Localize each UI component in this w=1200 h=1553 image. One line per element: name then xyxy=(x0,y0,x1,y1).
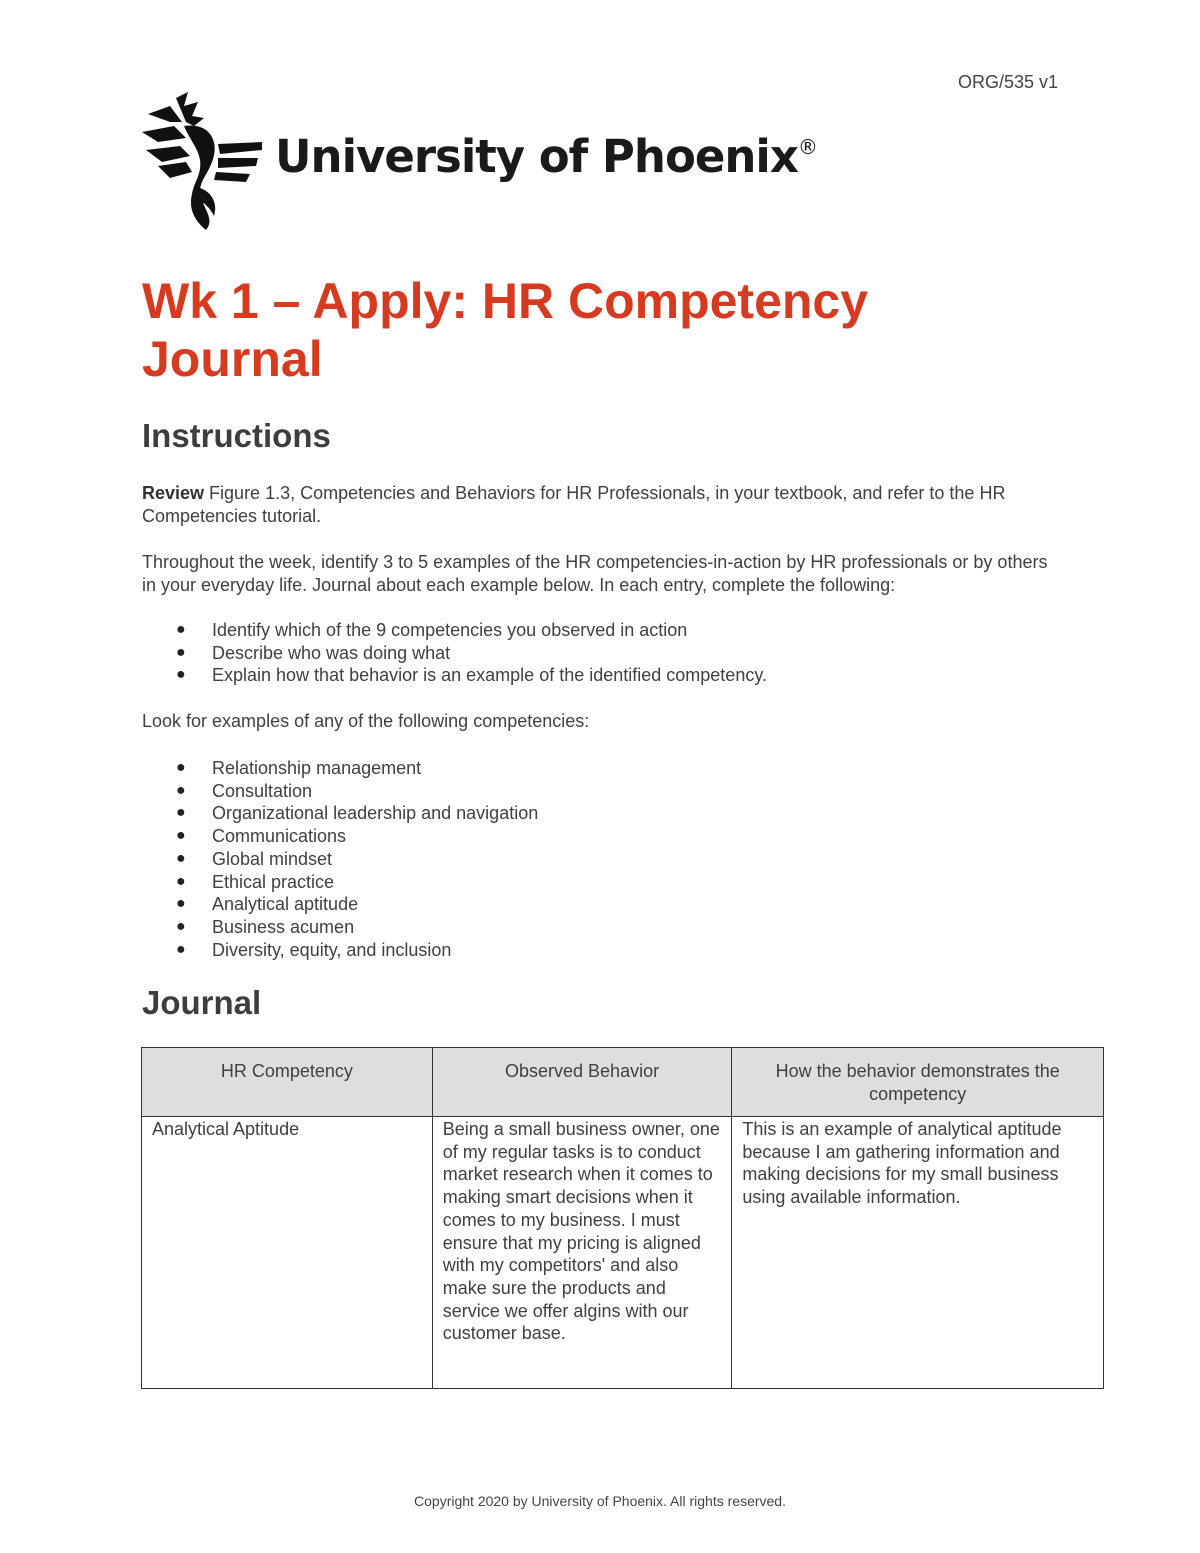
column-header-behavior: Observed Behavior xyxy=(432,1048,732,1117)
bullet-icon: ● xyxy=(176,643,186,661)
cell-demonstration: This is an example of analytical aptitude because I am gathering information and making decisions for my small business using available information. xyxy=(732,1117,1104,1389)
university-logo xyxy=(140,92,817,232)
list-item: ● Organizational leadership and navigation xyxy=(176,803,539,824)
bullet-icon: ● xyxy=(176,849,186,867)
table-header-row xyxy=(142,1048,1104,1117)
column-header-competency: HR Competency xyxy=(142,1048,433,1117)
competencies-list xyxy=(142,757,538,961)
bullet-icon: ● xyxy=(176,621,186,638)
bullet-icon: ● xyxy=(176,666,186,684)
logo-wordmark: University of Phoenix® xyxy=(275,130,817,183)
list-item: ● Ethical practice xyxy=(176,871,335,892)
phoenix-bird-icon xyxy=(140,92,265,232)
bullet-icon: ● xyxy=(176,872,186,890)
instructions-heading: Instructions xyxy=(142,417,331,454)
list-item: ● Explain how that behavior is an example of the identified competency. xyxy=(176,665,767,686)
review-text: Figure 1.3, Competencies and Behaviors for HR Professionals, in your textbook, and refer to the HR Competencies tutorial. xyxy=(142,483,1006,526)
bullet-icon: ● xyxy=(176,917,186,935)
list-item: ● Consultation xyxy=(176,780,313,801)
bullet-icon: ● xyxy=(176,940,186,958)
course-code: ORG/535 v1 xyxy=(957,72,1058,92)
look-for-paragraph: Look for examples of any of the following competencies: xyxy=(142,711,590,731)
bullet-icon: ● xyxy=(176,827,186,845)
bullet-icon: ● xyxy=(176,759,186,776)
list-item: ● Relationship management xyxy=(176,758,422,778)
entry-steps-list xyxy=(142,619,767,687)
bullet-icon: ● xyxy=(176,895,186,913)
throughout-paragraph: Throughout the week, identify 3 to 5 examples of the HR competencies-in-action by HR professionals or by others in your everyday life. Journal about each example below. In each entry, complete the following: xyxy=(142,552,1048,595)
cell-behavior: Being a small business owner, one of my regular tasks is to conduct market research when it comes to making smart decisions when it comes to my business. I must ensure that my pricing is aligned with my competitors' and also make sure the products and service we offer algins with our customer base. xyxy=(432,1117,732,1389)
list-item: ● Global mindset xyxy=(176,848,333,869)
list-item: ● Business acumen xyxy=(176,916,355,937)
list-item: ● Analytical aptitude xyxy=(176,894,359,915)
review-lead: Review xyxy=(142,483,205,503)
bullet-icon: ● xyxy=(176,781,186,799)
column-header-demonstration: How the behavior demonstrates the competency xyxy=(732,1048,1104,1117)
list-item: ● Communications xyxy=(176,826,347,847)
table-row xyxy=(142,1117,1104,1389)
list-item: ● Describe who was doing what xyxy=(176,642,451,663)
review-paragraph xyxy=(142,482,1062,528)
bullet-icon: ● xyxy=(176,804,186,822)
journal-table xyxy=(141,1047,1104,1389)
copyright-footer: Copyright 2020 by University of Phoenix. All rights reserved. xyxy=(414,1493,786,1509)
cell-competency: Analytical Aptitude xyxy=(142,1117,433,1389)
journal-heading: Journal xyxy=(142,984,262,1021)
page-title: Wk 1 – Apply: HR Competency Journal xyxy=(142,273,869,387)
list-item: ● Identify which of the 9 competencies you observed in action xyxy=(176,620,688,640)
registered-mark: ® xyxy=(797,135,817,159)
list-item: ● Diversity, equity, and inclusion xyxy=(176,939,452,960)
